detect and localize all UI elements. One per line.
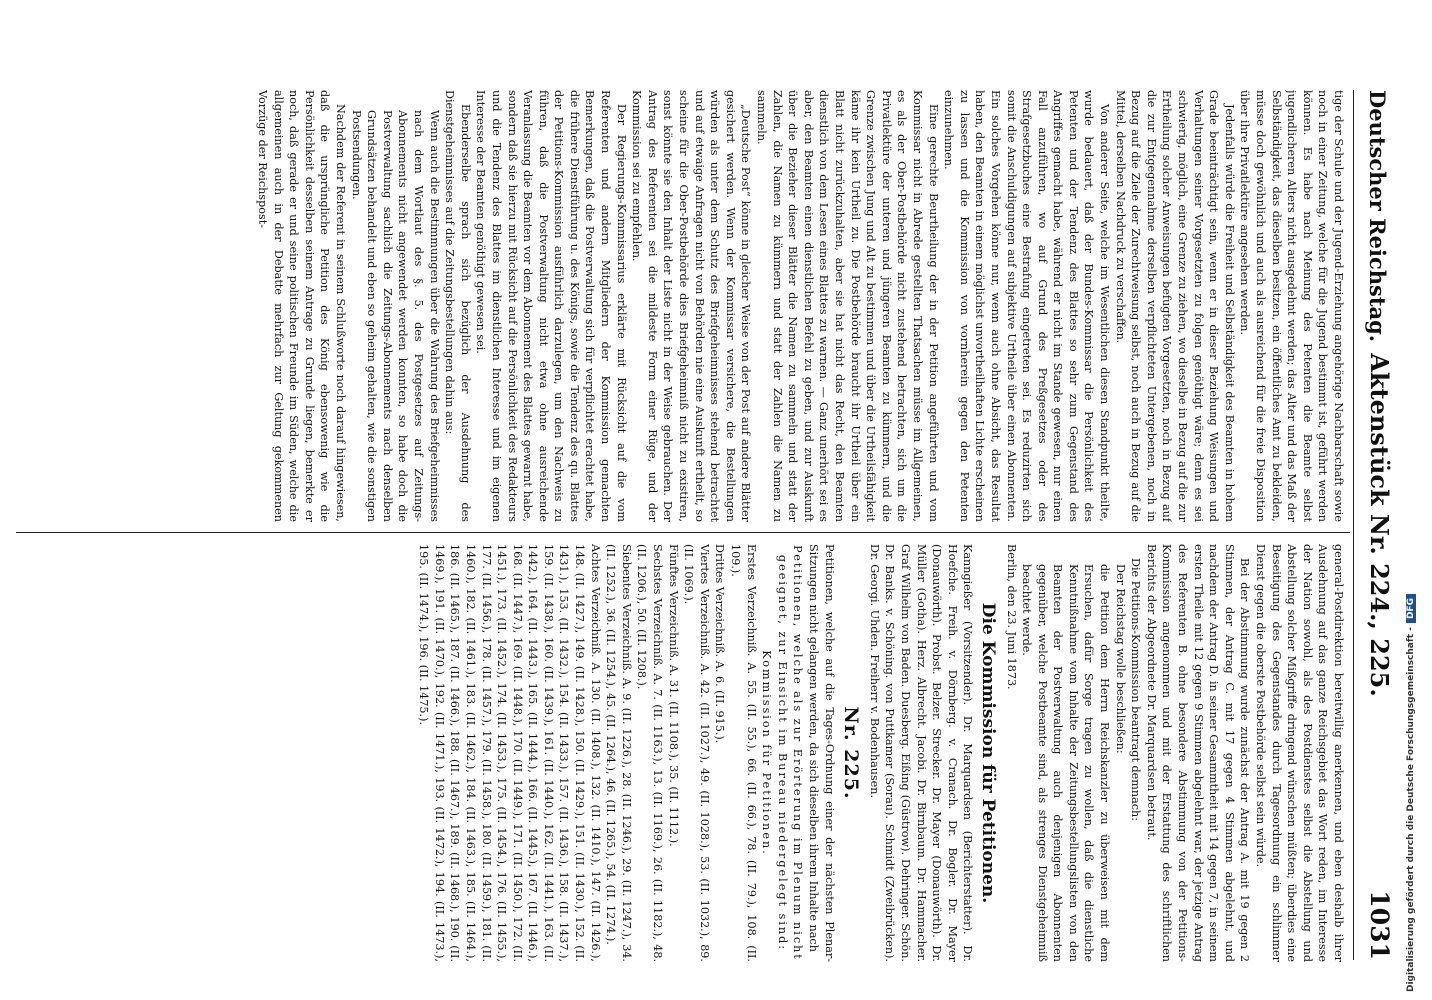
left-paragraph-1: tige der Schule und der Jugend-Erziehung angehörige Nachbarschaft sowie noch in einer Zeitung, welche für die Jugend bestimmt ist, geführt werden können. Es habe nach Meinung des Petenten die Beamte selbst jugendlicheren Alters nicht ausgedehnt werden; das Alter und das Maß der Selbständigkeit, das dieselben besitzen, ein öffentliches Amt zu bekleiden, müsse doch gewöhnlich und auch als ausreichend für die freie Disposition über ihre Privatlektüre angesehen werden.: [1238, 90, 1345, 522]
page-number: 1031: [1365, 890, 1394, 960]
right-paragraph-1: general-Postdirektion bereitwillig anerkennen, und eben deshalb ihrer Ausdehnung auf das ganze Reichsgebiet das Wort reden, im Interesse der Nation sowohl, als des Postdienstes selbst die Abstellung und Abstellung solcher Mißgriffe dringend wünschen müßten; überdies eine Beseitigung des Gegenstandes durch Tagesordnung ein schlimmer Dienst gegen die oberste Postbehörde selbst sein würde.: [1254, 544, 1345, 962]
left-paragraph-8: Wenn auch die Bestimmungen über die Wahrung des Briefgeheimnisses nach dem Wortlaut des §. 5. des Postgesetzes auf Zeitungs-Abonnements nicht angewendet werden konnten, so habe doch die Postverwaltung sachlich die Zeitungs-Abonnements nach denselben Grundsätzen behandelt und eben so geheim gehalten, wie die sonstigen Postsendungen.: [349, 110, 441, 522]
list-4: Fünftes Verzeichniß. A. 31. (II. 1108.), 35. (II. 1112.).: [666, 544, 680, 847]
petitions-label: Petitionen, welche als zur Erörterung im Plenum nicht geeignet, zur Einsicht im Bureau niedergelegt sind:: [775, 545, 805, 961]
list-1: Erstes Verzeichniß. A. 55. (II. 55.), 66. (II. 66.), 78. (II. 79.), 108. (II. 109.).: [729, 544, 758, 962]
commission-title: Die Kommission für Petitionen.: [977, 602, 998, 904]
list-7: Achtes Verzeichniß. A. 130. (II. 1408.), 132. (II. 1410.), 147. (II. 1426.), 148. (II. 1427.), 149. (II. 1428.), 150. (II. 1429.), 151. (II. 1430.), 152. (II. 1431.), 153. (II. 1432.), 154. (II. 1433.), 157. (II. 1436.), 158. (II. 1437.), 159. (II. 1438.), 160. (II. 1439.), 161. (II. 1440.), 162. (II. 1441.), 163. (II. 1442.), 164. (II. 1443.), 165. (II. 1444.), 166. (II. 1445.), 167. (II. 1446.), 168. (II. 1447.), 169. (II. 1448.), 170. (II. 1449.), 171. (II. 1450.), 172. (II. 1451.), 173. (II. 1452.), 174. (II. 1453.), 175. (II. 1454.), 176. (II. 1455.), 177. (II. 1456.), 178. (II. 1457.), 179. (II. 1458.), 180. (II. 1459.), 181. (II. 1460.), 182. (II. 1461.), 183. (II. 1462.), 184. (II. 1463.), 185. (II. 1464.), 186. (II. 1465.), 187. (II. 1466.), 188. (II. 1467.), 189. (II. 1468.), 190. (II. 1469.), 191. (II. 1470.), 192. (II. 1471.), 193. (II. 1472.), 194. (II. 1473.), 195. (II. 1474.), 196. (II. 1475.).: [417, 544, 602, 962]
right-column: [20, 544, 1346, 962]
left-paragraph-6: Der Regierungs-Kommissarius erklärte mit Rücksicht auf die vom Referenten und andern Mitgliedern der Kommission gemachten Bemerkungen, daß die Postverwaltung sich für verpflichtet erachtet habe, die frühere Dienstführung u. des Königs, sowie die Tendenz des qu. Blattes der Petitions-Kommission ausführlich darzulegen, um den Nachweis zu führen, daß die Postverwaltung nicht etwa ohne ausreichende Veranlassung die Beamten vor dem Abonnement des Blattes gewarnt habe, sondern daß sie hierzu mit Rücksicht auf die Persönlichkeit des Redakteurs und die Tendenz des Blattes im dienstlichen Interesse und im eigenen Interesse der Beamten genöthigt gewesen sei.: [474, 90, 628, 522]
petitions-intro: Petitionen, welche auf die Tages-Ordnung einer der nächsten Plenar-Sitzungen nicht gelangen werden, da sich dieselben ihrem Inhalte nach: [807, 544, 836, 962]
right-paragraph-3: Die Petitions-Kommission beantragt demnach:: [1129, 558, 1143, 822]
list-3: Viertes Verzeichniß. A. 42. (II. 1027.), 49. (II. 1028.), 53. (II. 1032.), 89. (II. 1069.).: [682, 544, 711, 962]
credit-text: Digitalisierung gefördert durch die Deutsche Forschungsgemeinschaft -: [1406, 627, 1416, 992]
column-divider: [16, 532, 1350, 533]
left-paragraph-9: Nachdem der Referent in seinem Schlußworte noch darauf hingewiesen, daß die ursprüngliche Petition des König ebensowenig wie die Persönlichkeit desselben seinem Antrage zu Grunde liegen, bemerkte er noch, daß gerade er und seine politischen Freunde im Süden, welche die allgemeinen auch in der Debatte mehrfach zur Geltung gekommenen Vorzüge der Reichspost-: [256, 90, 347, 522]
commission-label: Kommission für Petitionen.: [760, 650, 774, 856]
motion-heading: Der Reichstag wolle beschließen:: [1113, 564, 1127, 754]
date-line: Berlin, den 23. Juni 1873.: [1004, 544, 1018, 690]
left-paragraph-5: „Deutsche Post“ könne in gleicher Weise von der Post auf andere Blätter gesichert werden. Wenn der Kommissar versichere, die Bestellungen würden als unter dem Schutz des Briefgeheimnisses stehend betrachtet und auf etwaige Anfragen nicht von Behörden nie eine Auskunft ertheilt, so scheine für die Ober-Postbehörde dies Briefgeheimniß nicht zu existiren, sonst könnte sie den Inhalt der Liste nicht in der Weise gebrauchen. Der Antrag des Referenten sei die mildeste Form einer Rüge, und der Kommission sei zu empfehlen.: [630, 90, 753, 522]
commission-members: Kanngießer (Vorsitzender). Dr. Marquardsen (Berichterstatter). Dr. Hoefche. Freih. v. Dörnberg. v. Cranach. Dr. Bogler. Dr. Mayer (Donauwörth). Probst. Belzer. Strecker. Dr. Mayer (Donauwörth). Dr. Müller (Gotha). Herz. Albrecht. Jacobi. Dr. Birnbaum. Dr. Hammacher. Graf Wilhelm von Baden. Duesberg. Eißing (Güstrow). Dehringer. Schön. Dr. Banks. v. Schöning. von Puttkamer (Sorau). Schmidt (Zweibrücken). Dr. Georgi. Uhden. Freiherr v. Bodenhausen.: [867, 544, 975, 962]
left-paragraph-2: Jedenfalls würde die Freiheit und Selbständigkeit des Beamten in hohem Grade beeinträchtigt sein, wenn er in dieser Beziehung Weisungen und Verhaltungen seiner Vorgesetzten zu folgen genöthigt wäre; denn es sei schwierig, möglich, eine Grenze zu ziehen, wo dieselbe in Bezug auf die zur Ertheilung solcher Anweisungen befugten Vorgesetzten, noch in Bezug auf die zur Entgegennahme derselben verpflichteten Untergebenen, noch in Bezug auf die Ziele der Zurechtweisung selbst, noch auch in Bezug auf die Mittel, derselben Nachdruck zu verschaffen.: [1113, 90, 1236, 522]
dfg-logo: DFG: [1406, 594, 1416, 623]
header-left-title: Deutscher Reichstag.: [1365, 90, 1390, 343]
header-rule: [1353, 90, 1354, 960]
section-heading-nr-225: Nr. 225.: [840, 706, 863, 800]
page-header: [1362, 90, 1398, 960]
right-paragraph-2: Bei der Abstimmung wurde zunächst der Antrag A. mit 19 gegen 2 Stimmen, der Antrag C. mit 17 gegen 4 Stimmen abgelehnt, und nachdem der Antrag D. in seiner Gesammtheit mit 14 gegen 7, in seinem ersten Theile mit 12 gegen 9 Stimmen abgelehnt war, der jetzige Antrag des Referenten B. ohne besondere Abstimmung von der Petitions-Kommission angenommen und mit der Erstattung des schriftlichen Berichts der Abgeordnete Dr. Marquardsen betraut.: [1144, 544, 1252, 962]
motion-body: die Petition dem Herrn Reichskanzler zu überweisen mit dem Ersuchen, dafür Sorge tragen zu wollen, daß die dienstliche Kenntnißnahme vom Inhalte der Zeitungsbestellungslisten von den Beamten der Postverwaltung auch denjenigen Abonnenten gegenüber, welche Postbeamte sind, als strenges Dienstgeheimniß beachtet werde.: [1020, 564, 1112, 962]
list-2: Drittes Verzeichniß. A. 6. (II. 915.).: [713, 544, 727, 744]
left-paragraph-7: Ebenderselbe sprach sich bezüglich der Ausdehnung des Dienstgeheimnisses auf die Zeitungsbestellungen dahin aus:: [443, 90, 472, 522]
digitization-credit: [1406, 2, 1416, 992]
left-paragraph-3: Von anderer Seite, welche im Wesentlichen diesen Standpunkt theilte, wurde bedauert, daß der Bundes-Kommissar die Persönlichkeit des Petenten und der Tendenz des Blattes so sehr zum Gegenstand des Angriffes gemacht habe, während er nicht im Stande gewesen, nur einen Fall anzuführen, wo auf Grund des Preßgesetzes oder des Strafgesetzbuches eine Bestrafung eingetreten sei. Es reduzirten sich somit die Anschuldigungen auf subjektive Urtheile über einen Abonnenten. Ein solches Vorgehen könne nur, wenn auch ohne Absicht, das Resultat haben, den Beamten in einem möglichst unvortheilhaften Lichte erscheinen zu lassen und die Kommission von vornherein gegen den Petenten einzunehmen.: [942, 90, 1112, 522]
list-6: Siebentes Verzeichniß. A. 9. (II. 1226.), 28. (II. 1246.), 29. (II. 1247.), 34. (II. 1252.), 36. (II. 1254.), 45. (II. 1264.), 46. (II. 1265.), 54. (II. 1274.).: [604, 544, 633, 962]
left-column: [20, 90, 1346, 522]
left-paragraph-4: Eine gerechte Beurtheilung der in der Petition angeführten und vom Kommissar nicht in Abrede gestellten Thatsachen müsse im Allgemeinen, es als der Ober-Postbehörde nicht zustehend betrachten, sich um die Privatlektüre der unteren und jüngeren Beamten zu kümmern, und die Grenze zwischen Jung und Alt zu bestimmen und über die Urtheilsfähigkeit käme ihr kein Urtheil zu. Die Postbehörde braucht ihr Urtheil über ein Blatt nicht zurückzuhalten, aber sie hat nicht das Recht, den Beamten dienstlich von dem Lesen eines Blattes zu warnen. — Ganz unerhört sei es aber, den Beamten einen dienstlichen Befehl zu geben, und zur Auskunft über die Bezieher dieser Blätter die Namen zu sammeln und statt der Zahlen, die Namen zu kümmern und statt der Zahlen die Namen zu sammeln.: [755, 90, 940, 522]
list-5: Sechstes Verzeichniß. A. 7. (II. 1163.), 13. (II. 1169.), 26. (II. 1182.), 48. (II. 1206.), 50. (II. 1208.).: [635, 544, 665, 962]
header-document-number: Aktenstück Nr. 224., 225.: [1365, 353, 1394, 697]
